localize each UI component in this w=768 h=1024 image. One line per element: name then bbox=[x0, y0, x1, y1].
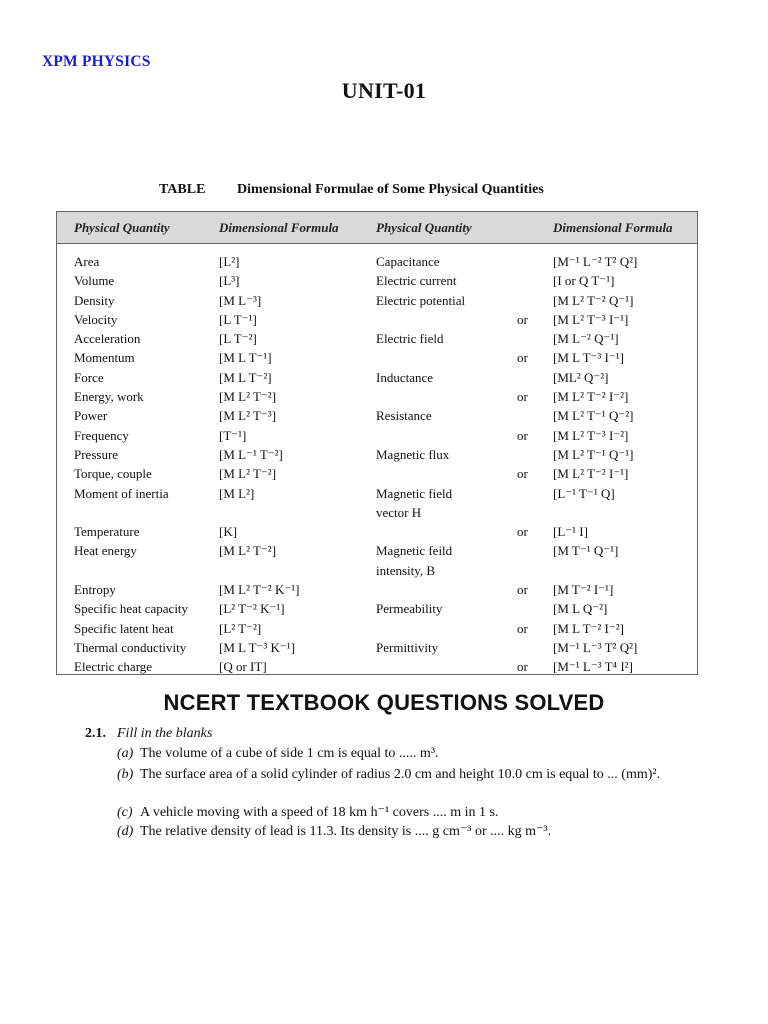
table-row bbox=[57, 252, 697, 271]
or-label: or bbox=[517, 311, 528, 327]
formula-cell: [L⁻¹ I] bbox=[553, 524, 588, 540]
item-letter: (b) bbox=[117, 767, 134, 782]
header-physical-quantity-2: Physical Quantity bbox=[376, 220, 472, 235]
table-row bbox=[57, 291, 697, 310]
quantity-cell: Power bbox=[74, 408, 108, 424]
question-item bbox=[117, 744, 707, 763]
formula-cell: [M L² T⁻²] bbox=[219, 543, 277, 559]
or-label: or bbox=[517, 659, 528, 675]
table-row bbox=[57, 657, 697, 676]
table-row bbox=[57, 580, 697, 599]
item-text: The volume of a cube of side 1 cm is equal to ..... m³. bbox=[140, 746, 439, 761]
quantity-cell: Velocity bbox=[74, 311, 118, 327]
question-title: Fill in the blanks bbox=[117, 726, 213, 741]
question-item bbox=[117, 803, 707, 822]
formula-cell: [M T⁻¹ Q⁻¹] bbox=[553, 543, 619, 559]
quantity-cell: Temperature bbox=[74, 524, 140, 540]
table-row bbox=[57, 541, 697, 580]
section-heading: NCERT TEXTBOOK QUESTIONS SOLVED bbox=[163, 690, 605, 715]
or-label: or bbox=[517, 524, 528, 540]
table-row bbox=[57, 368, 697, 387]
quantity-cell bbox=[376, 484, 452, 523]
quantity-cell: Frequency bbox=[74, 427, 129, 443]
formula-cell: [L⁻¹ T⁻¹ Q] bbox=[553, 485, 615, 501]
formula-cell: [I or Q T⁻¹] bbox=[553, 273, 615, 289]
quantity-cell: Specific heat capacity bbox=[74, 601, 189, 617]
formula-cell: [M L² T⁻² Q⁻¹] bbox=[553, 292, 634, 308]
unit-title: UNIT-01 bbox=[341, 78, 427, 103]
question-item bbox=[117, 765, 707, 784]
item-letter: (c) bbox=[117, 805, 133, 820]
table-header bbox=[57, 212, 697, 244]
formula-cell: [M L⁻³] bbox=[219, 292, 262, 308]
formula-cell: [L² T⁻²] bbox=[219, 620, 262, 636]
brand-title: XPM PHYSICS bbox=[42, 53, 151, 70]
header-dimensional-formula-2: Dimensional Formula bbox=[553, 220, 673, 235]
formula-cell: [M⁻¹ L⁻² T² Q²] bbox=[553, 254, 638, 269]
table-row bbox=[57, 329, 697, 348]
table-row bbox=[57, 387, 697, 406]
table-row bbox=[57, 599, 697, 618]
formula-cell: [L³] bbox=[219, 273, 240, 289]
table-body bbox=[57, 252, 697, 677]
table-row bbox=[57, 271, 697, 290]
formula-cell: [M L⁻¹ T⁻²] bbox=[219, 446, 283, 462]
quantity-cell: Permeability bbox=[376, 601, 443, 617]
item-letter: (a) bbox=[117, 746, 134, 761]
quantity-line: vector H bbox=[376, 504, 422, 520]
formula-cell: [M L T⁻¹] bbox=[219, 350, 272, 366]
formula-cell: [L² T⁻² K⁻¹] bbox=[219, 601, 285, 617]
table-row bbox=[57, 406, 697, 425]
formula-cell: [M L² T⁻¹ Q⁻¹] bbox=[553, 446, 634, 462]
quantity-cell: Force bbox=[74, 369, 104, 385]
quantity-cell: Moment of inertia bbox=[74, 485, 169, 501]
formula-cell: [M L² T⁻² I⁻²] bbox=[553, 389, 629, 405]
formula-cell: [M L⁻² Q⁻¹] bbox=[553, 331, 619, 347]
quantity-cell: Inductance bbox=[376, 369, 434, 385]
quantity-cell: Acceleration bbox=[74, 331, 141, 347]
formula-cell: [M L² T⁻²] bbox=[219, 466, 277, 482]
question-number: 2.1. bbox=[85, 726, 106, 741]
or-label: or bbox=[517, 466, 528, 482]
formula-cell: [M L² T⁻² I⁻¹] bbox=[553, 466, 629, 482]
formula-cell: [M L T⁻² I⁻²] bbox=[553, 620, 624, 636]
quantity-cell: Torque, couple bbox=[74, 466, 152, 482]
table-row bbox=[57, 310, 697, 329]
quantity-cell: Capacitance bbox=[376, 254, 440, 269]
quantity-cell: Energy, work bbox=[74, 389, 144, 405]
quantity-cell: Density bbox=[74, 292, 115, 308]
or-label: or bbox=[517, 427, 528, 443]
table-row bbox=[57, 638, 697, 657]
formula-cell: [ML² Q⁻²] bbox=[553, 369, 609, 385]
table-row bbox=[57, 522, 697, 541]
table-row bbox=[57, 445, 697, 464]
header-dimensional-formula-1: Dimensional Formula bbox=[219, 220, 339, 235]
quantity-line: intensity, B bbox=[376, 562, 436, 578]
quantity-cell: Momentum bbox=[74, 350, 135, 366]
table-row bbox=[57, 348, 697, 367]
formula-cell: [M L² T⁻³ I⁻²] bbox=[553, 427, 629, 443]
or-label: or bbox=[517, 350, 528, 366]
item-text: The surface area of a solid cylinder of radius 2.0 cm and height 10.0 cm is equal to ... (mm)². bbox=[140, 767, 661, 782]
formula-cell: [M L Q⁻²] bbox=[553, 601, 608, 617]
dimensional-formulae-table bbox=[56, 211, 698, 675]
table-title: Dimensional Formulae of Some Physical Quantities bbox=[237, 182, 544, 197]
formula-cell: [L²] bbox=[219, 254, 240, 269]
quantity-cell: Permittivity bbox=[376, 639, 439, 655]
or-label: or bbox=[517, 389, 528, 405]
formula-cell: [L T⁻²] bbox=[219, 331, 257, 347]
quantity-cell: Magnetic flux bbox=[376, 446, 450, 462]
table-row bbox=[57, 484, 697, 523]
formula-cell: [M L² T⁻³ I⁻¹] bbox=[553, 311, 629, 327]
table-label: TABLE bbox=[159, 182, 206, 197]
quantity-cell: Entropy bbox=[74, 582, 116, 598]
formula-cell: [M L T⁻³ K⁻¹] bbox=[219, 639, 296, 655]
quantity-cell: Heat energy bbox=[74, 543, 137, 559]
formula-cell: [T⁻¹] bbox=[219, 427, 247, 443]
quantity-cell: Electric charge bbox=[74, 659, 153, 675]
item-letter: (d) bbox=[117, 824, 134, 839]
formula-cell: [K] bbox=[219, 524, 238, 540]
table-row bbox=[57, 464, 697, 483]
quantity-cell: Specific latent heat bbox=[74, 620, 174, 636]
formula-cell: [Q or IT] bbox=[219, 659, 267, 675]
or-label: or bbox=[517, 582, 528, 598]
table-row bbox=[57, 619, 697, 638]
item-text: The relative density of lead is 11.3. Its density is .... g cm⁻³ or .... kg m⁻³. bbox=[140, 824, 552, 839]
quantity-cell: Resistance bbox=[376, 408, 432, 424]
quantity-cell: Volume bbox=[74, 273, 115, 289]
formula-cell: [M L² T⁻¹ Q⁻²] bbox=[553, 408, 634, 424]
formula-cell: [M L² T⁻² K⁻¹] bbox=[219, 582, 300, 598]
formula-cell: [M⁻¹ L⁻³ T² Q²] bbox=[553, 639, 638, 655]
formula-cell: [M T⁻² I⁻¹] bbox=[553, 582, 614, 598]
quantity-cell: Thermal conductivity bbox=[74, 639, 187, 655]
or-label: or bbox=[517, 620, 528, 636]
item-text: A vehicle moving with a speed of 18 km h⁻¹ covers .... m in 1 s. bbox=[140, 805, 499, 820]
quantity-cell: Pressure bbox=[74, 446, 119, 462]
formula-cell: [L T⁻¹] bbox=[219, 311, 257, 327]
table-row bbox=[57, 426, 697, 445]
formula-cell: [M L² T⁻²] bbox=[219, 389, 277, 405]
header-physical-quantity-1: Physical Quantity bbox=[74, 220, 170, 235]
question-item bbox=[117, 822, 707, 841]
formula-cell: [M L T⁻³ I⁻¹] bbox=[553, 350, 624, 366]
quantity-line: Magnetic feild bbox=[376, 543, 453, 559]
quantity-cell: Electric current bbox=[376, 273, 457, 289]
quantity-cell bbox=[376, 541, 452, 580]
formula-cell: [M L T⁻²] bbox=[219, 369, 272, 385]
formula-cell: [M⁻¹ L⁻³ T⁴ I²] bbox=[553, 659, 633, 675]
quantity-line: Magnetic field bbox=[376, 485, 453, 501]
formula-cell: [M L²] bbox=[219, 485, 255, 501]
formula-cell: [M L² T⁻³] bbox=[219, 408, 277, 424]
quantity-cell: Electric potential bbox=[376, 292, 466, 308]
quantity-cell: Area bbox=[74, 254, 100, 269]
quantity-cell: Electric field bbox=[376, 331, 444, 347]
